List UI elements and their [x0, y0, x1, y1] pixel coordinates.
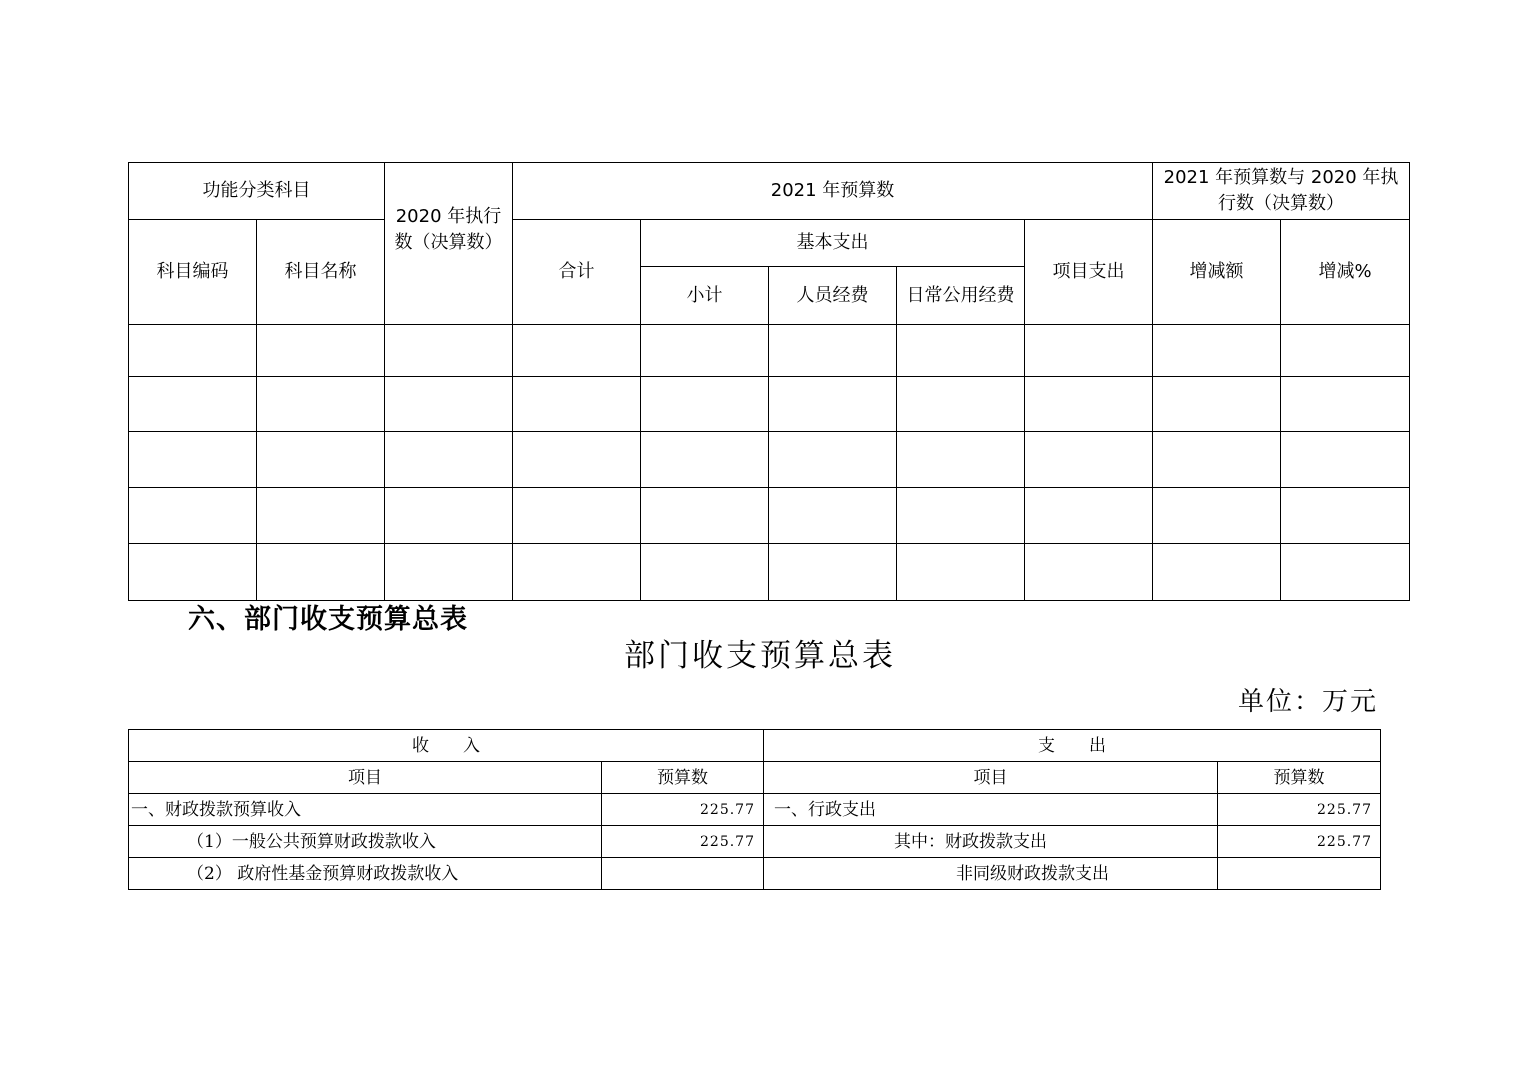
table-cell — [1153, 544, 1281, 601]
table-cell — [769, 377, 897, 432]
income-expense-summary-table — [128, 729, 1381, 890]
header-budget-2021: 2021 年预算数 — [513, 163, 1153, 220]
header-basic-expense: 基本支出 — [641, 220, 1025, 267]
header-income: 收 入 — [129, 730, 764, 762]
table-cell — [897, 488, 1025, 544]
header-expense: 支 出 — [764, 730, 1381, 762]
income-value: 225.77 — [602, 826, 764, 858]
income-value: 225.77 — [602, 794, 764, 826]
table-cell — [641, 377, 769, 432]
document-title: 部门收支预算总表 — [624, 638, 896, 674]
table-cell — [769, 488, 897, 544]
unit-label: 单位：万元 — [1237, 687, 1378, 717]
table-cell — [1153, 488, 1281, 544]
table-cell — [385, 377, 513, 432]
table-cell — [513, 488, 641, 544]
table-row — [129, 826, 1381, 858]
table-cell — [129, 325, 257, 377]
table-cell — [1153, 377, 1281, 432]
table-cell — [1153, 432, 1281, 488]
table-row — [129, 794, 1381, 826]
table-cell — [641, 488, 769, 544]
table-cell — [257, 488, 385, 544]
table-cell — [1025, 488, 1153, 544]
table-cell — [641, 432, 769, 488]
table-cell — [769, 432, 897, 488]
header-total: 合计 — [513, 220, 641, 325]
income-item: 一、财政拨款预算收入 — [129, 794, 602, 826]
expense-item: 非同级财政拨款支出 — [764, 858, 1218, 890]
table-row — [129, 544, 1410, 601]
table-cell — [129, 432, 257, 488]
table-cell — [385, 488, 513, 544]
header-subject-name: 科目名称 — [257, 220, 385, 325]
table-cell — [1025, 325, 1153, 377]
table-cell — [257, 325, 385, 377]
table-cell — [513, 544, 641, 601]
table-cell — [1281, 488, 1410, 544]
table-cell — [385, 432, 513, 488]
table-header-row — [129, 762, 1381, 794]
header-func-category: 功能分类科目 — [129, 163, 385, 220]
table-header-row — [129, 163, 1410, 220]
table-cell — [1025, 544, 1153, 601]
table-header-row — [129, 220, 1410, 267]
expense-value: 225.77 — [1218, 794, 1381, 826]
header-project-expense: 项目支出 — [1025, 220, 1153, 325]
table-cell — [257, 377, 385, 432]
table-cell — [1153, 325, 1281, 377]
header-change-pct: 增减% — [1281, 220, 1410, 325]
table-cell — [513, 432, 641, 488]
header-subject-code: 科目编码 — [129, 220, 257, 325]
header-income-item: 项目 — [129, 762, 602, 794]
section-heading: 六、部门收支预算总表 — [188, 604, 468, 635]
table-row — [129, 858, 1381, 890]
table-cell — [769, 544, 897, 601]
expense-value: 225.77 — [1218, 826, 1381, 858]
table-cell — [129, 544, 257, 601]
expense-item: 一、行政支出 — [764, 794, 1218, 826]
table-cell — [641, 544, 769, 601]
table-cell — [769, 325, 897, 377]
table-cell — [897, 432, 1025, 488]
table-row — [129, 325, 1410, 377]
table-cell — [1281, 544, 1410, 601]
table-cell — [1281, 377, 1410, 432]
table-cell — [513, 377, 641, 432]
table-cell — [897, 325, 1025, 377]
header-personnel: 人员经费 — [769, 267, 897, 325]
table-cell — [257, 432, 385, 488]
table-row — [129, 488, 1410, 544]
header-income-budget: 预算数 — [602, 762, 764, 794]
table-cell — [1025, 377, 1153, 432]
table-cell — [385, 544, 513, 601]
table-header-row — [129, 730, 1381, 762]
table-cell — [257, 544, 385, 601]
table-row — [129, 432, 1410, 488]
income-item: （2） 政府性基金预算财政拨款收入 — [129, 858, 602, 890]
expense-value — [1218, 858, 1381, 890]
functional-category-budget-table — [128, 162, 1410, 601]
table-cell — [513, 325, 641, 377]
table-row — [129, 377, 1410, 432]
header-expense-budget: 预算数 — [1218, 762, 1381, 794]
income-value — [602, 858, 764, 890]
header-expense-item: 项目 — [764, 762, 1218, 794]
header-subtotal: 小计 — [641, 267, 769, 325]
table-cell — [1281, 325, 1410, 377]
table-cell — [129, 488, 257, 544]
expense-item: 其中：财政拨款支出 — [764, 826, 1218, 858]
table-cell — [385, 325, 513, 377]
table-cell — [897, 544, 1025, 601]
header-change-amount: 增减额 — [1153, 220, 1281, 325]
table-cell — [1281, 432, 1410, 488]
header-daily-public: 日常公用经费 — [897, 267, 1025, 325]
table-cell — [1025, 432, 1153, 488]
table-cell — [129, 377, 257, 432]
income-item: （1）一般公共预算财政拨款收入 — [129, 826, 602, 858]
table-cell — [641, 325, 769, 377]
header-compare: 2021 年预算数与 2020 年执行数（决算数） — [1153, 163, 1410, 220]
header-exec-2020: 2020 年执行数（决算数） — [385, 163, 513, 325]
table-cell — [897, 377, 1025, 432]
